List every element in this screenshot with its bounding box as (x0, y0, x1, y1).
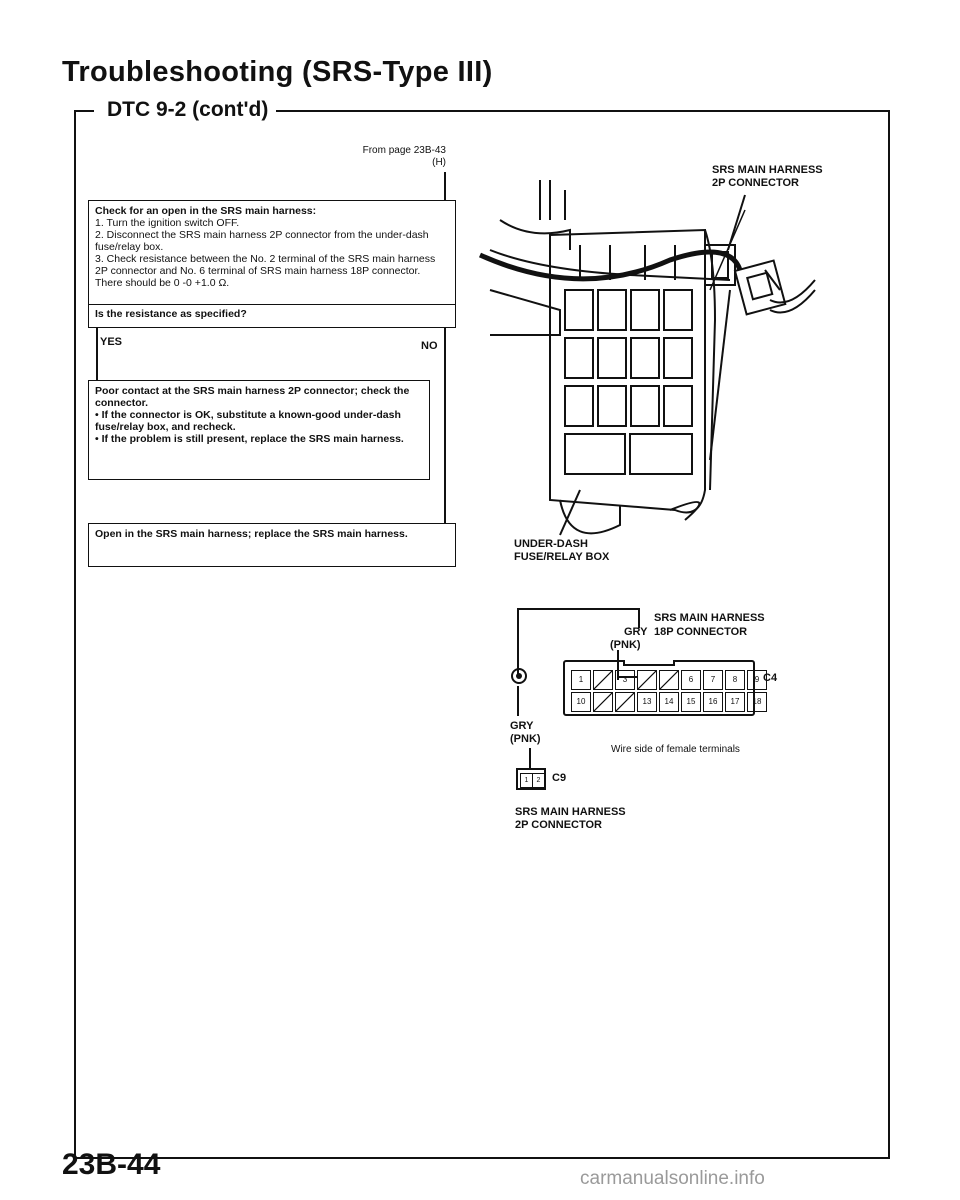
yes-result-bullet-1: • If the connector is OK, substitute a known-good under-dash fuse/relay box, and recheck. (95, 409, 401, 433)
wire-top (517, 608, 640, 610)
check-step-3: 3. Check resistance between the No. 2 terminal of the SRS main harness 2P connector and No. 6 terminal of SRS main harness 18P connector. There should be 0 -0 +1.0 Ω. (95, 253, 436, 289)
wire-pnk-label: (PNK) (510, 733, 541, 745)
c9-terminal: 2 (532, 773, 545, 788)
label-fuse-box: UNDER-DASH FUSE/RELAY BOX (514, 538, 610, 563)
c4-terminal: 16 (703, 692, 723, 712)
c4-terminal-empty (637, 670, 657, 690)
no-label: NO (421, 340, 438, 352)
c4-terminal-empty (593, 670, 613, 690)
c4-latch (623, 660, 675, 666)
check-heading: Check for an open in the SRS main harness: (95, 205, 317, 217)
c9-terminal: 1 (520, 773, 533, 788)
yes-label: YES (100, 336, 123, 348)
watermark: carmanualsonline.info (580, 1168, 765, 1189)
c4-terminal: 3 (615, 670, 635, 690)
check-step-1: 1. Turn the ignition switch OFF. (95, 217, 240, 229)
c4-terminal-empty (615, 692, 635, 712)
check-question: Is the resistance as specified? (89, 304, 455, 323)
label-18p-pnk: (PNK) (610, 639, 641, 651)
c4-terminal: 9 (747, 670, 767, 690)
wire-left-lower (517, 686, 519, 716)
yes-result-bullet-2: • If the problem is still present, replace the SRS main harness. (95, 433, 404, 445)
c4-terminal: 1 (571, 670, 591, 690)
flow-no-line (444, 328, 446, 523)
page-title: Troubleshooting (SRS-Type III) (62, 56, 493, 88)
ground-splice-icon (508, 665, 530, 687)
c4-row-bottom (571, 692, 767, 712)
c4-connector (563, 660, 762, 716)
label-18p-title: SRS MAIN HARNESS (654, 612, 765, 624)
fuse-box-illustration (470, 160, 880, 580)
no-result-box: Open in the SRS main harness; replace the SRS main harness. (88, 523, 456, 567)
from-page-letter: (H) (432, 157, 446, 168)
flow-connector-top (444, 172, 446, 200)
yes-result-box (88, 380, 430, 480)
c4-terminal: 17 (725, 692, 745, 712)
wire-to-c9 (529, 748, 531, 768)
label-2p-connector: SRS MAIN HARNESS 2P CONNECTOR (712, 164, 823, 189)
c4-terminal: 15 (681, 692, 701, 712)
from-page-ref (326, 145, 446, 169)
from-page-text: From page 23B-43 (362, 145, 446, 156)
c4-terminal-empty (593, 692, 613, 712)
wire-top-right (638, 608, 640, 628)
label-18p-gry: GRY (624, 626, 648, 638)
c4-terminal: 8 (725, 670, 745, 690)
label-18p-name: 18P CONNECTOR (654, 626, 748, 638)
check-box (88, 200, 456, 328)
check-step-2: 2. Disconnect the SRS main harness 2P connector from the under-dash fuse/relay box. (95, 229, 429, 253)
wire-gry-label: GRY (510, 720, 534, 732)
bottom-2p-label: SRS MAIN HARNESS 2P CONNECTOR (515, 806, 626, 831)
page-number: 23B-44 (62, 1148, 161, 1181)
c4-terminal: 7 (703, 670, 723, 690)
yes-result-heading: Poor contact at the SRS main harness 2P connector; check the connector. (95, 385, 410, 409)
terminal-note: Wire side of female terminals (611, 744, 740, 755)
c4-terminal: 10 (571, 692, 591, 712)
c4-label: C4 (763, 672, 778, 684)
c4-terminal: 18 (747, 692, 767, 712)
c4-terminal: 6 (681, 670, 701, 690)
c9-connector (516, 768, 546, 790)
c9-label: C9 (552, 772, 567, 784)
c4-terminal: 13 (637, 692, 657, 712)
c4-terminal: 14 (659, 692, 679, 712)
flow-yes-line (96, 328, 98, 380)
c4-row-top (571, 670, 767, 690)
section-title: DTC 9-2 (cont'd) (99, 98, 276, 122)
c4-terminal-empty (659, 670, 679, 690)
